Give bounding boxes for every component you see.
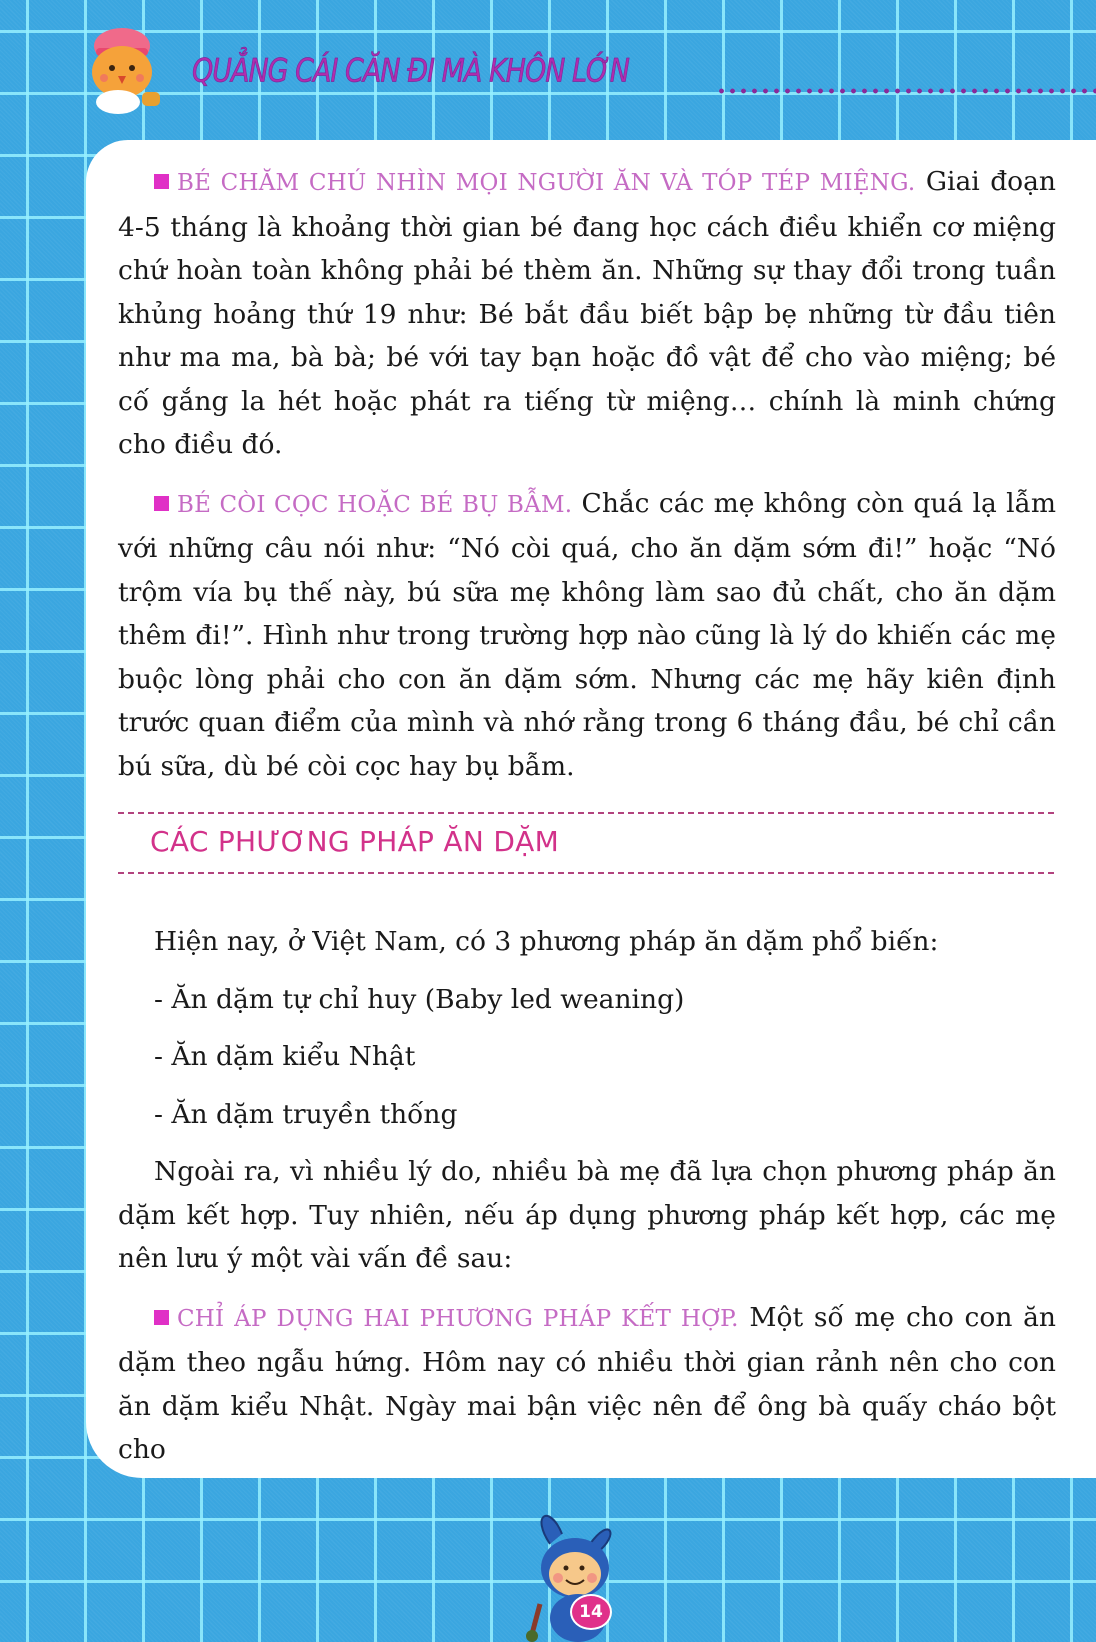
square-bullet-icon [154,496,169,511]
section-header [118,812,1056,880]
method-item: - Ăn dặm kiểu Nhật [154,1041,416,1072]
dashed-divider-top [118,812,1058,814]
paragraph-lead: CHỈ ÁP DỤNG HAI PHƯƠNG PHÁP KẾT HỢP. [177,1305,739,1332]
section-title: CÁC PHƯƠNG PHÁP ĂN DẶM [150,825,560,858]
page-header [0,0,1096,150]
page-number: 14 [570,1594,612,1630]
paragraph-text: Chắc các mẹ không còn quá lạ lẫm với những câu nói như: “Nó còi quá, cho ăn dặm sớm đi!” hoặc “Nó trộm vía bụ thế này, bú sữa mẹ không làm sao đủ chất, cho ăn dặm thêm đi!”. Hình như trong trường hợp nào cũng là lý do khiến các mẹ buộc lòng phải cho con ăn dặm sớm. Nhưng các mẹ hãy kiên định trước quan điểm của mình và nhớ rằng trong 6 tháng đầu, bé chỉ cần bú sữa, dù bé còi cọc hay bụ bẫm. [118,487,1056,782]
paragraph-text: Một số mẹ cho con ăn dặm theo ngẫu hứng. Hôm nay có nhiều thời gian rảnh nên cho con ăn dặm kiểu Nhật. Ngày mai bận việc nên để ông bà quấy cháo bột cho [118,1301,1056,1465]
paragraph-body-size [118,482,1056,789]
dashed-divider-bottom [118,872,1058,874]
square-bullet-icon [154,174,169,189]
paragraph-combined-method [118,1296,1056,1472]
method-item: - Ăn dặm tự chỉ huy (Baby led weaning) [154,983,685,1015]
section-followup: Ngoài ra, vì nhiều lý do, nhiều bà mẹ đã lựa chọn phương pháp ăn dặm kết hợp. Tuy nhiên, nếu áp dụng phương pháp kết hợp, các mẹ nên lưu ý một vài vấn đề sau: [118,1156,1056,1274]
book-title: QUẲNG CÁI CĂN ĐI MÀ KHÔN LỚN [192,52,629,91]
dotted-divider [716,88,1096,94]
square-bullet-icon [154,1310,169,1325]
method-item: - Ăn dặm truyền thống [154,1098,458,1130]
paragraph-lead: BÉ CHĂM CHÚ NHÌN MỌI NGƯỜI ĂN VÀ TÓP TÉP MIỆNG. [177,170,916,196]
paragraph-text: Giai đoạn 4-5 tháng là khoảng thời gian bé đang học cách điều khiển cơ miệng chứ hoàn toàn không phải bé thèm ăn. Những sự thay đổi trong tuần khủng hoảng thứ 19 như: Bé bắt đầu biết bập bẹ những từ đầu tiên như ma ma, bà bà; bé với tay bạn hoặc đồ vật để cho vào miệng; bé cố gắng la hét hoặc phát ra tiếng từ miệng… chính là minh chứng cho điều đó. [118,166,1056,460]
page-content [118,160,1056,1487]
baby-chick-mascot-icon [82,22,168,114]
paragraph-lead: BÉ CÒI CỌC HOẶC BÉ BỤ BẪM. [177,491,573,518]
section-intro: Hiện nay, ở Việt Nam, có 3 phương pháp ăn dặm phổ biến: [154,926,939,957]
paragraph-chew-observation [118,160,1056,467]
